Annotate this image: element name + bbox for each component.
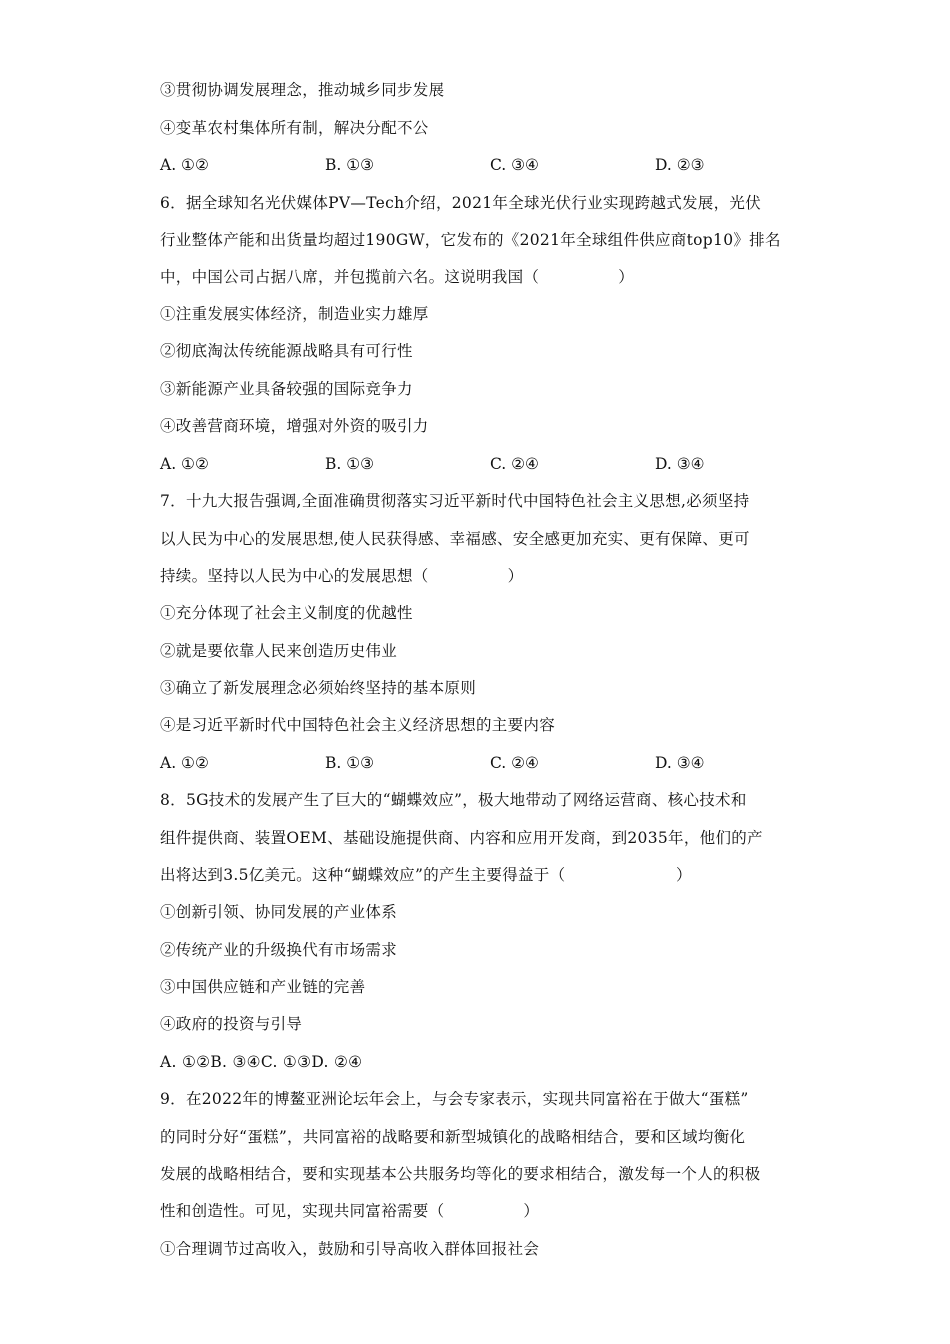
q7-item-1: ①充分体现了社会主义制度的优越性 [160, 604, 413, 622]
q6-item-3: ③新能源产业具备较强的国际竞争力 [160, 380, 413, 398]
q6-stem-line-3: 中，中国公司占据八席，并包揽前六名。这说明我国（ ） [160, 268, 635, 286]
q8-stem-line-3: 出将达到3.5亿美元。这种“蝴蝶效应”的产生主要得益于（ ） [160, 866, 692, 884]
q6-option-b: B. ①③ [325, 455, 375, 473]
q6-item-1: ①注重发展实体经济，制造业实力雄厚 [160, 305, 429, 323]
q7-item-4: ④是习近平新时代中国特色社会主义经济思想的主要内容 [160, 716, 556, 734]
q7-item-2: ②就是要依靠人民来创造历史伟业 [160, 642, 398, 660]
q9-stem-line-3: 发展的战略相结合，要和实现基本公共服务均等化的要求相结合，激发每一个人的积极 [160, 1165, 761, 1183]
q6-item-4: ④改善营商环境，增强对外资的吸引力 [160, 417, 429, 435]
q7-stem-line-1: 7．十九大报告强调,全面准确贯彻落实习近平新时代中国特色社会主义思想,必须坚持 [160, 492, 750, 510]
q5-option-a: A. ①② [160, 156, 209, 174]
q7-stem-line-2: 以人民为中心的发展思想,使人民获得感、幸福感、安全感更加充实、更有保障、更可 [160, 530, 750, 548]
q7-option-a: A. ①② [160, 754, 209, 772]
q7-option-b: B. ①③ [325, 754, 375, 772]
q5-option-c: C. ③④ [490, 156, 539, 174]
q8-item-4: ④政府的投资与引导 [160, 1015, 303, 1033]
q6-option-d: D. ③④ [655, 455, 705, 473]
q5-option-d: D. ②③ [655, 156, 705, 174]
q5-option-b: B. ①③ [325, 156, 375, 174]
q8-item-2: ②传统产业的升级换代有市场需求 [160, 941, 398, 959]
q8-stem-line-2: 组件提供商、装置OEM、基础设施提供商、内容和应用开发商，到2035年，他们的产 [160, 829, 763, 847]
q5-item-4: ④变革农村集体所有制，解决分配不公 [160, 119, 429, 137]
q9-stem-line-1: 9．在2022年的博鳌亚洲论坛年会上，与会专家表示，实现共同富裕在于做大“蛋糕” [160, 1090, 749, 1108]
q6-stem-line-1: 6．据全球知名光伏媒体PV—Tech介绍，2021年全球光伏行业实现跨越式发展，光伏 [160, 194, 762, 212]
q5-item-3: ③贯彻协调发展理念，推动城乡同步发展 [160, 81, 445, 99]
q6-stem-line-2: 行业整体产能和出货量均超过190GW，它发布的《2021年全球组件供应商top10》排名 [160, 231, 781, 249]
q6-item-2: ②彻底淘汰传统能源战略具有可行性 [160, 342, 413, 360]
q8-options: A. ①②B. ③④C. ①③D. ②④ [160, 1053, 363, 1071]
q8-item-1: ①创新引领、协同发展的产业体系 [160, 903, 398, 921]
q7-stem-line-3: 持续。坚持以人民为中心的发展思想（ ） [160, 567, 524, 585]
q9-stem-line-2: 的同时分好“蛋糕”，共同富裕的战略要和新型城镇化的战略相结合，要和区域均衡化 [160, 1128, 746, 1146]
q9-item-1: ①合理调节过高收入，鼓励和引导高收入群体回报社会 [160, 1240, 540, 1258]
q7-option-d: D. ③④ [655, 754, 705, 772]
q7-item-3: ③确立了新发展理念必须始终坚持的基本原则 [160, 679, 477, 697]
q6-option-c: C. ②④ [490, 455, 539, 473]
q8-item-3: ③中国供应链和产业链的完善 [160, 978, 366, 996]
q6-option-a: A. ①② [160, 455, 209, 473]
q7-option-c: C. ②④ [490, 754, 539, 772]
q9-stem-line-4: 性和创造性。可见，实现共同富裕需要（ ） [160, 1202, 540, 1220]
q8-stem-line-1: 8．5G技术的发展产生了巨大的“蝴蝶效应”，极大地带动了网络运营商、核心技术和 [160, 791, 747, 809]
